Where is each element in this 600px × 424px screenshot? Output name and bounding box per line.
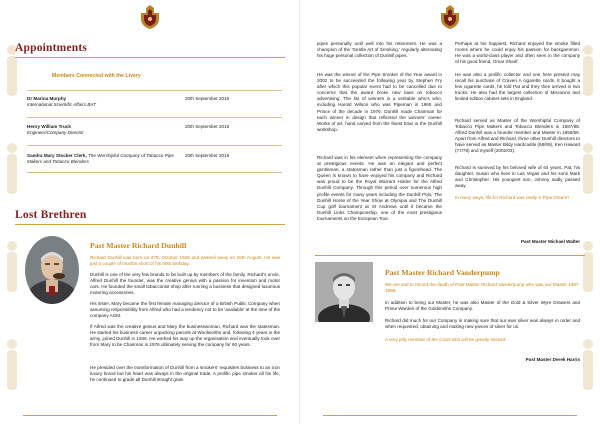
appointment-date: 20th September 2016 (185, 124, 230, 129)
pm-vanderpump-title: Past Master Richard Vanderpump (385, 268, 500, 277)
appointments-rule (15, 57, 285, 58)
crest-icon (138, 4, 162, 30)
decorative-figure-right (578, 38, 598, 418)
appointee-name: Dr Marina Murphy (27, 96, 67, 101)
appointee-role: Engineer/Company Director (27, 130, 84, 135)
appointee-role: International Scientific Affairs BAT (27, 102, 96, 107)
dunhill-paragraph: If Alfred was the creative genius and Mary the businesswoman, Richard was the statesman. He started his business career unpacking parcels at Woolworths and, following 4 years in the army, joined Dunhill in 1948. He worked his way up the organisation and eventually took over from Mary to be Chairman in 1976 ultimately serving the company for 60 years. (90, 324, 280, 348)
section-divider (315, 255, 585, 256)
appointee-name: Sandra Mary Stocker Clerk, (27, 153, 87, 158)
dunhill-continued-paragraph: He was also a prolific collector and one here present may recall his purchase of Craven A cigarette cards. It bought a few cigarette cards, he told Pat and they then arrived in two trucks. He also had the largest collection of Miscanno and limited edition cabinet sets in England. (455, 72, 580, 102)
vanderpump-paragraph: Richard did much for our Company in making sure that our own silver was always in order and when requested, obtaining and making new pieces of silver for us. (385, 318, 580, 330)
richard-dunhill-portrait (25, 236, 79, 304)
dunhill-continued-paragraph: Richard was in his element when representing the company at prestigious events. He was an elegant and perfect gentleman, a statesman rather than just a figurehead. The Queen is known to have enjoyed his company and Richard was proud to be the Royal Warrant Holder for the Alfred Dunhill Company. Through this period over numerous high profile events for many years including the Dunhill Polo, The Dunhill Horse of the Year Show at Olympia and The Dunhill Cup golf tournament at St Andrews until it became the Dunhill Links Championship, one of the most prestigious tournaments on the European Tour. (317, 155, 442, 221)
pm-dunhill-title: Past Master Richard Dunhill (90, 241, 187, 250)
appointments-subheading: Members Connected with the Livery (52, 73, 141, 79)
appointment-date: 20th September 2016 (185, 96, 230, 101)
signature-michael-walter: Past Master Michael Walter (520, 239, 580, 244)
dunhill-paragraph: His sister, Mary became the first female managing director of a British Public Company when assuming responsibility from Alfred who had a tendency not to be 'available' at the time of the company AGM. (90, 301, 280, 319)
appt-separator (27, 145, 282, 146)
pm-vanderpump-intro: We are sad to record the death of Past Master Richard Vanderpump who was our Master 1997-1998. (385, 282, 580, 294)
appointment-date: 20th September 2016 (185, 153, 230, 158)
right-page (300, 0, 600, 424)
lost-brethren-rule (15, 224, 285, 225)
crest-icon (438, 4, 462, 30)
page-footer-rule (23, 415, 277, 416)
dunhill-paragraph: He presided over the transformation of Dunhill from a smokers' requisites business to an icon luxury brand but his heart was always in the original trade. A prolific pipe smoker all his life, he continued to grade all Dunhill straight grain (90, 365, 280, 383)
appt-separator (27, 90, 282, 91)
dunhill-continued-paragraph: pipes personally until well into his retirement. He was a champion of the 'Gentle Art of Smoking,' regularly alternating his huge personal collection of Dunhill pipes. (317, 41, 442, 59)
dunhill-paragraph: Dunhill is one of the very few brands to be built up by members of the family. Richard's uncle, Alfred Dunhill the founder, was the creative genius with a passion for invention and motor cars. He founded the small tobacconist shop after running a business that designed luxurious motoring accessories. (90, 272, 280, 296)
decorative-figure-left (2, 38, 22, 418)
vanderpump-closing-line: A very jolly member of the Court who will be greatly missed. (385, 337, 507, 342)
appointee-name: Henry William Truck (27, 124, 71, 129)
page-footer-rule (323, 415, 577, 416)
vanderpump-paragraph: In addition to being our Master, he was also Master of the Gold & Silver Wyre Drawers and Prime Warden of the Goldsmiths Company. (385, 300, 580, 312)
dunhill-continued-paragraph: Richard served as Master of the Worshipful Company of Tobacco Pipe Makers and Tobacco Blenders in 1987/88. Alfred Dunhill was a founder member and Master in 1955/56. Apart from Alfred and Richard, three other Dunhill directors to have served as Master Bildy Hardcastle (68/69), Ken Haward (77/78) and myself (2002/03). (455, 118, 580, 154)
dunhill-continued-paragraph: Perhaps at his happiest, Richard enjoyed the smoke filled rooms where he could enjoy his passion for backgammon. He was a world-class player and often seen in the company of his good friend, Omar Sharif. (455, 41, 580, 65)
lost-brethren-heading: Lost Brethren (15, 209, 87, 221)
signature-derek-harris: Past Master Derek Harris (525, 357, 580, 362)
dunhill-closing-line: In many ways, life for Richard was really a 'Pipe Dream'! (455, 195, 570, 200)
richard-vanderpump-photo (315, 262, 373, 322)
dunhill-continued-paragraph: Richard is survived by his beloved wife of 64 years, Pat, his daughter, Susan who lives in Las Vegas and his sons Mark and Christopher. His youngest son, Johnny sadly passed away. (455, 165, 580, 189)
appt-separator (27, 172, 282, 173)
pm-dunhill-intro: Richard Dunhill was born on 27th October 1926 and passed away on 26th August. He was just a couple of months short of his 90th birthday. (90, 255, 280, 267)
appointee-role: The Worshipful Company of Tobacco Pipe Makers and Tobacco Blenders (27, 153, 174, 164)
dunhill-continued-paragraph: He was the winner of the Pipe Smoker of the Year award in 2002 to be succeeded the following year by Stephen Fry after which this popular event had to be cancelled due to concerns that the award broke new laws on tobacco advertising. The list of winners is a veritable who's who, including Harold Wilson who was Pipeman in 1966 and Prince of the decade in 1976. Dunhill made Chairman for each winner in design that reflected the winners' career. Works of art, hand carved from the finest briar in the Dunhill workshop. (317, 72, 442, 132)
appointments-heading: Appointments (15, 42, 88, 54)
appt-separator (27, 117, 282, 118)
